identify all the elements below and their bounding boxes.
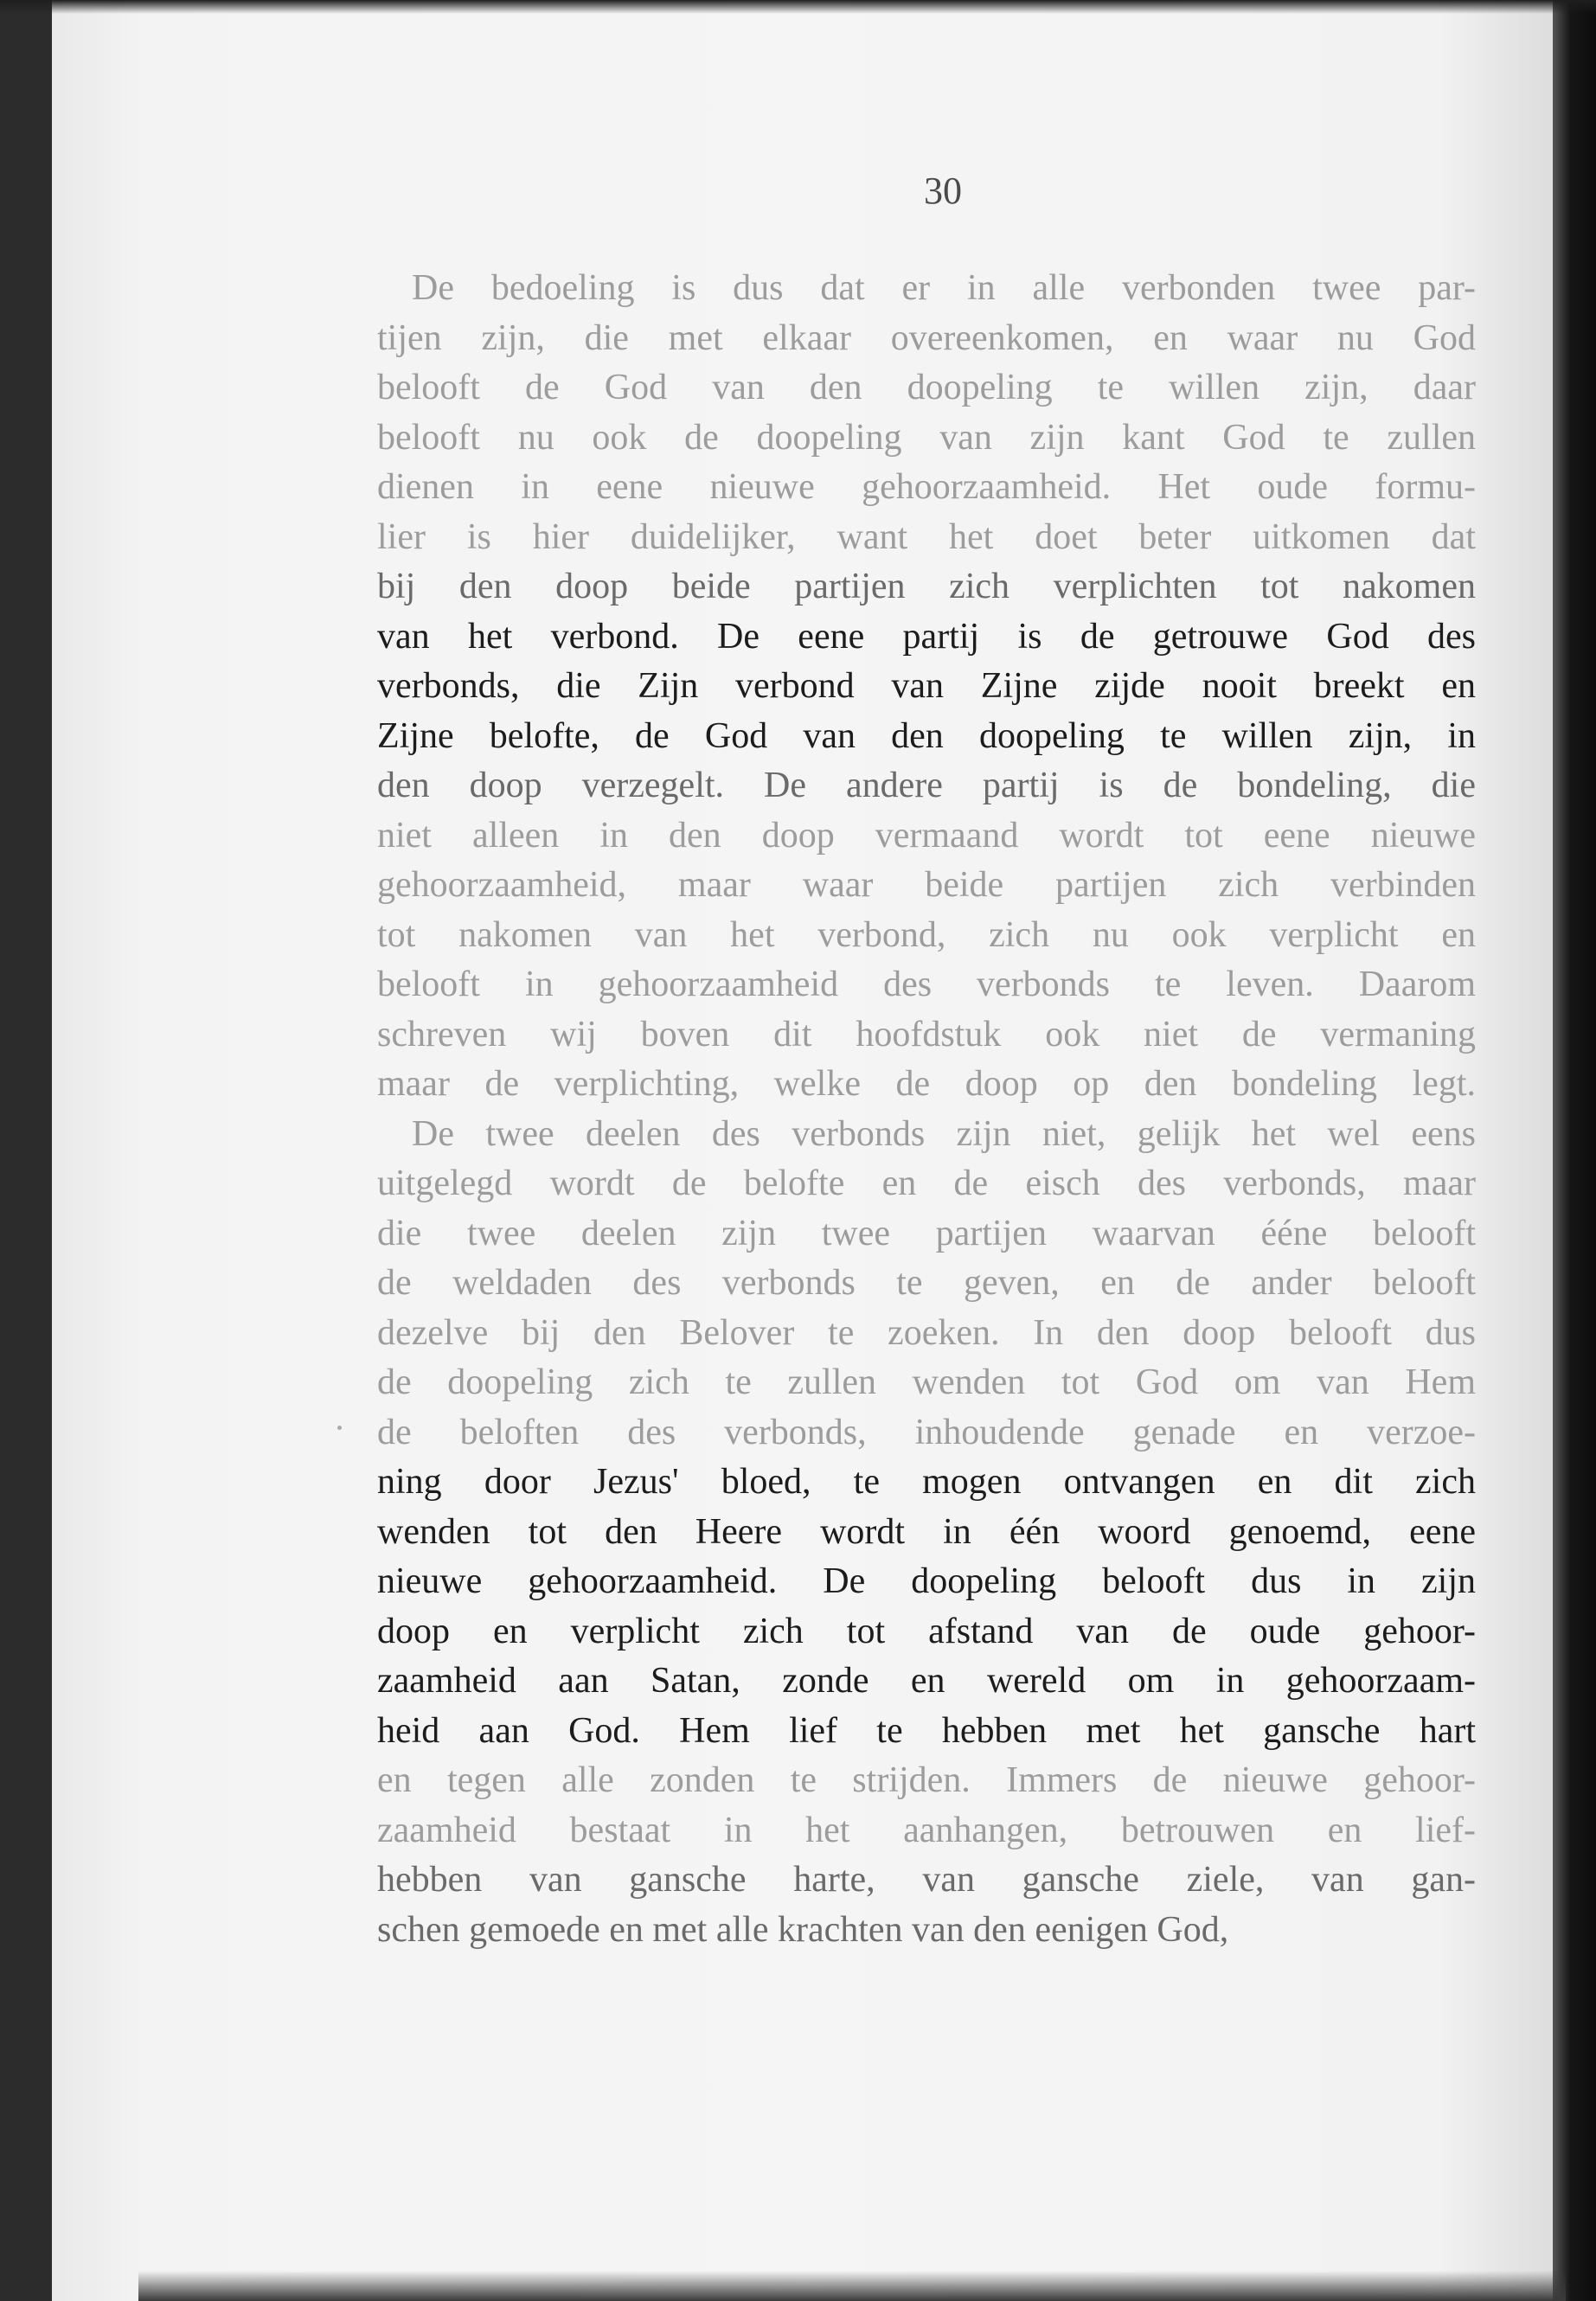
text-line: hebben van gansche harte, van gansche ziele, van gan- xyxy=(377,1860,1476,1900)
text-line: Zijne belofte, de God van den doopeling te willen zijn, in xyxy=(377,715,1476,756)
text-line: uitgelegd wordt de belofte en de eisch des verbonds, maar xyxy=(377,1163,1476,1203)
text-line: schreven wij boven dit hoofdstuk ook niet de vermaning xyxy=(377,1014,1476,1054)
text-line: lier is hier duidelijker, want het doet beter uitkomen dat xyxy=(377,516,1476,557)
page-number: 30 xyxy=(924,170,962,212)
text-line: De twee deelen des verbonds zijn niet, gelijk het wel eens xyxy=(412,1113,1476,1154)
text-line: heid aan God. Hem lief te hebben met het gansche hart xyxy=(377,1710,1476,1751)
text-line: tijen zijn, die met elkaar overeenkomen, en waar nu God xyxy=(377,317,1476,358)
text-line: doop en verplicht zich tot afstand van de oude gehoor- xyxy=(377,1611,1476,1651)
text-line: dezelve bij den Belover te zoeken. In den doop belooft dus xyxy=(377,1312,1476,1353)
dust-speck xyxy=(337,1426,342,1430)
text-line: den doop verzegelt. De andere partij is de bondeling, die xyxy=(377,766,1476,805)
top-edge-shadow xyxy=(0,0,1596,14)
text-line: De bedoeling is dus dat er in alle verbonden twee par- xyxy=(412,268,1476,308)
text-line: gehoorzaamheid, maar waar beide partijen zich verbinden xyxy=(377,865,1476,905)
text-line: maar de verplichting, welke de doop op den bondeling legt. xyxy=(377,1064,1476,1104)
text-line: wenden tot den Heere wordt in één woord genoemd, eene xyxy=(377,1511,1476,1552)
text-line: belooft in gehoorzaamheid des verbonds te leven. Daarom xyxy=(377,965,1476,1004)
text-line: van het verbond. De eene partij is de getrouwe God des xyxy=(377,616,1476,657)
text-line: zaamheid aan Satan, zonde en wereld om in gehoorzaam- xyxy=(377,1661,1476,1701)
text-line: die twee deelen zijn twee partijen waarvan ééne belooft xyxy=(377,1213,1476,1253)
book-spine-shadow xyxy=(1553,0,1596,2301)
bottom-edge-shadow xyxy=(138,2271,1566,2301)
text-line: zaamheid bestaat in het aanhangen, betrouwen en lief- xyxy=(377,1810,1476,1850)
text-line: en tegen alle zonden te strijden. Immers de nieuwe gehoor- xyxy=(377,1760,1476,1800)
text-line: nieuwe gehoorzaamheid. De doopeling belooft dus in zijn xyxy=(377,1561,1476,1601)
text-line: de weldaden des verbonds te geven, en de ander belooft xyxy=(377,1263,1476,1303)
text-line: ning door Jezus' bloed, te mogen ontvangen en dit zich xyxy=(377,1462,1476,1502)
text-line: tot nakomen van het verbond, zich nu ook verplicht en xyxy=(377,914,1476,955)
text-line: de beloften des verbonds, inhoudende genade en verzoe- xyxy=(377,1412,1476,1452)
text-line: dienen in eene nieuwe gehoorzaamheid. Het oude formu- xyxy=(377,467,1476,507)
body-text xyxy=(377,264,1476,1955)
text-line: verbonds, die Zijn verbond van Zijne zijde nooit breekt en xyxy=(377,666,1476,706)
text-line: schen gemoede en met alle krachten van den eenigen God, xyxy=(377,1909,1229,1950)
text-line: de doopeling zich te zullen wenden tot God om van Hem xyxy=(377,1362,1476,1402)
text-line: belooft de God van den doopeling te willen zijn, daar xyxy=(377,368,1476,407)
text-line: belooft nu ook de doopeling van zijn kant God te zullen xyxy=(377,417,1476,458)
text-line: bij den doop beide partijen zich verplichten tot nakomen xyxy=(377,567,1476,606)
text-line: niet alleen in den doop vermaand wordt tot eene nieuwe xyxy=(377,815,1476,856)
